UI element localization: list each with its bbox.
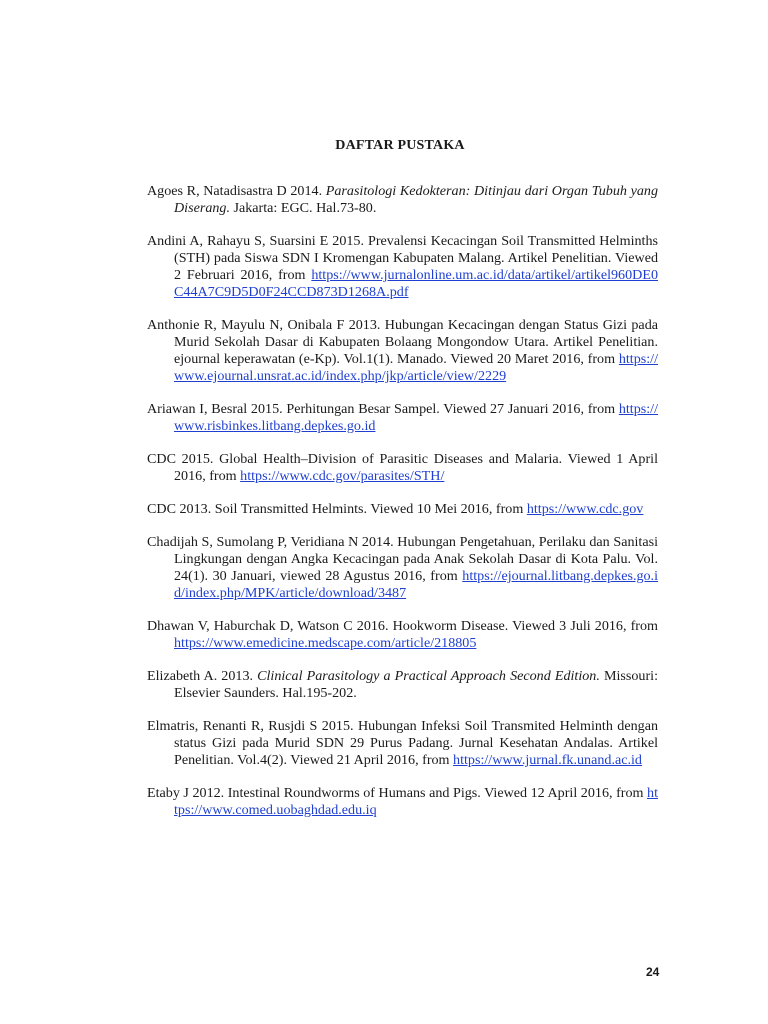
reference-link[interactable]: https://www.risbinkes.litbang.depkes.go.id: [174, 401, 658, 434]
reference-link[interactable]: https://www.ejournal.unsrat.ac.id/index.php/jkp/article/view/2229: [174, 351, 658, 384]
reference-entry: [147, 233, 658, 301]
reference-text: Ariawan I, Besral 2015. Perhitungan Besar Sampel. Viewed 27 Januari 2016, from: [147, 401, 619, 417]
reference-link[interactable]: https://www.emedicine.medscape.com/article/218805: [174, 635, 477, 651]
reference-entry: [147, 501, 658, 518]
reference-text: Dhawan V, Haburchak D, Watson C 2016. Hookworm Disease. Viewed 3 Juli 2016, from: [147, 618, 658, 634]
reference-link[interactable]: https://www.jurnalonline.um.ac.id/data/artikel/artikel960DE0C44A7C9D5D0F24CCD873D1268A.pdf: [174, 267, 658, 300]
reference-title: Parasitologi Kedokteran: Ditinjau dari Organ Tubuh yang Diserang.: [174, 183, 658, 216]
reference-entry: [147, 618, 658, 652]
reference-text: CDC 2015. Global Health–Division of Parasitic Diseases and Malaria. Viewed 1 April 2016, from: [147, 451, 658, 484]
reference-entry: [147, 534, 658, 602]
reference-text: Andini A, Rahayu S, Suarsini E 2015. Prevalensi Kecacingan Soil Transmitted Helminths (STH) pada Siswa SDN I Kromengan Kabupaten Malang. Artikel Penelitian. Viewed 2 Februari 2016, from: [147, 233, 658, 283]
reference-entry: [147, 718, 658, 769]
page-number: 24: [646, 965, 660, 979]
reference-link[interactable]: https://www.comed.uobaghdad.edu.iq: [174, 785, 658, 818]
reference-text: Anthonie R, Mayulu N, Onibala F 2013. Hubungan Kecacingan dengan Status Gizi pada Murid Sekolah Dasar di Kabupaten Bolaang Mongondow Utara. Artikel Penelitian. ejournal keperawatan (e-Kp). Vol.1(1). Manado. Viewed 20 Maret 2016, from: [147, 317, 658, 367]
page-title: DAFTAR PUSTAKA: [335, 138, 465, 153]
reference-entry: [147, 785, 658, 819]
reference-publisher: Jakarta: EGC. Hal.73-80.: [229, 200, 377, 216]
reference-entry: [147, 183, 658, 217]
reference-text: Chadijah S, Sumolang P, Veridiana N 2014. Hubungan Pengetahuan, Perilaku dan Sanitasi Lingkungan dengan Angka Kecacingan pada Anak Sekolah Dasar di Kota Palu. Vol. 24(1). 30 Januari, viewed 28 Agustus 2016, from: [147, 534, 658, 584]
reference-text: Elizabeth A. 2013.: [147, 668, 258, 684]
reference-link[interactable]: https://www.cdc.gov: [526, 501, 644, 517]
reference-entry: [147, 317, 658, 385]
reference-publisher: Missouri: Elsevier Saunders. Hal.195-202.: [174, 668, 658, 701]
reference-entry: [147, 668, 658, 702]
reference-title: Clinical Parasitology a Practical Approach Second Edition.: [257, 668, 600, 684]
reference-list: [147, 183, 658, 835]
reference-entry: [147, 451, 658, 485]
reference-entry: [147, 401, 658, 435]
reference-text: Agoes R, Natadisastra D 2014.: [147, 183, 326, 199]
reference-text: Etaby J 2012. Intestinal Roundworms of Humans and Pigs. Viewed 12 April 2016, from: [147, 785, 648, 801]
reference-text: CDC 2013. Soil Transmitted Helmints. Viewed 10 Mei 2016, from: [147, 501, 527, 517]
reference-link[interactable]: https://www.cdc.gov/parasites/STH/: [240, 468, 445, 484]
reference-link[interactable]: https://ejournal.litbang.depkes.go.id/index.php/MPK/article/download/3487: [174, 568, 658, 601]
reference-text: Elmatris, Renanti R, Rusjdi S 2015. Hubungan Infeksi Soil Transmited Helminth dengan status Gizi pada Murid SDN 29 Purus Padang. Jurnal Kesehatan Andalas. Artikel Penelitian. Vol.4(2). Viewed 21 April 2016, from: [147, 718, 658, 768]
reference-link[interactable]: https://www.jurnal.fk.unand.ac.id: [453, 752, 642, 768]
